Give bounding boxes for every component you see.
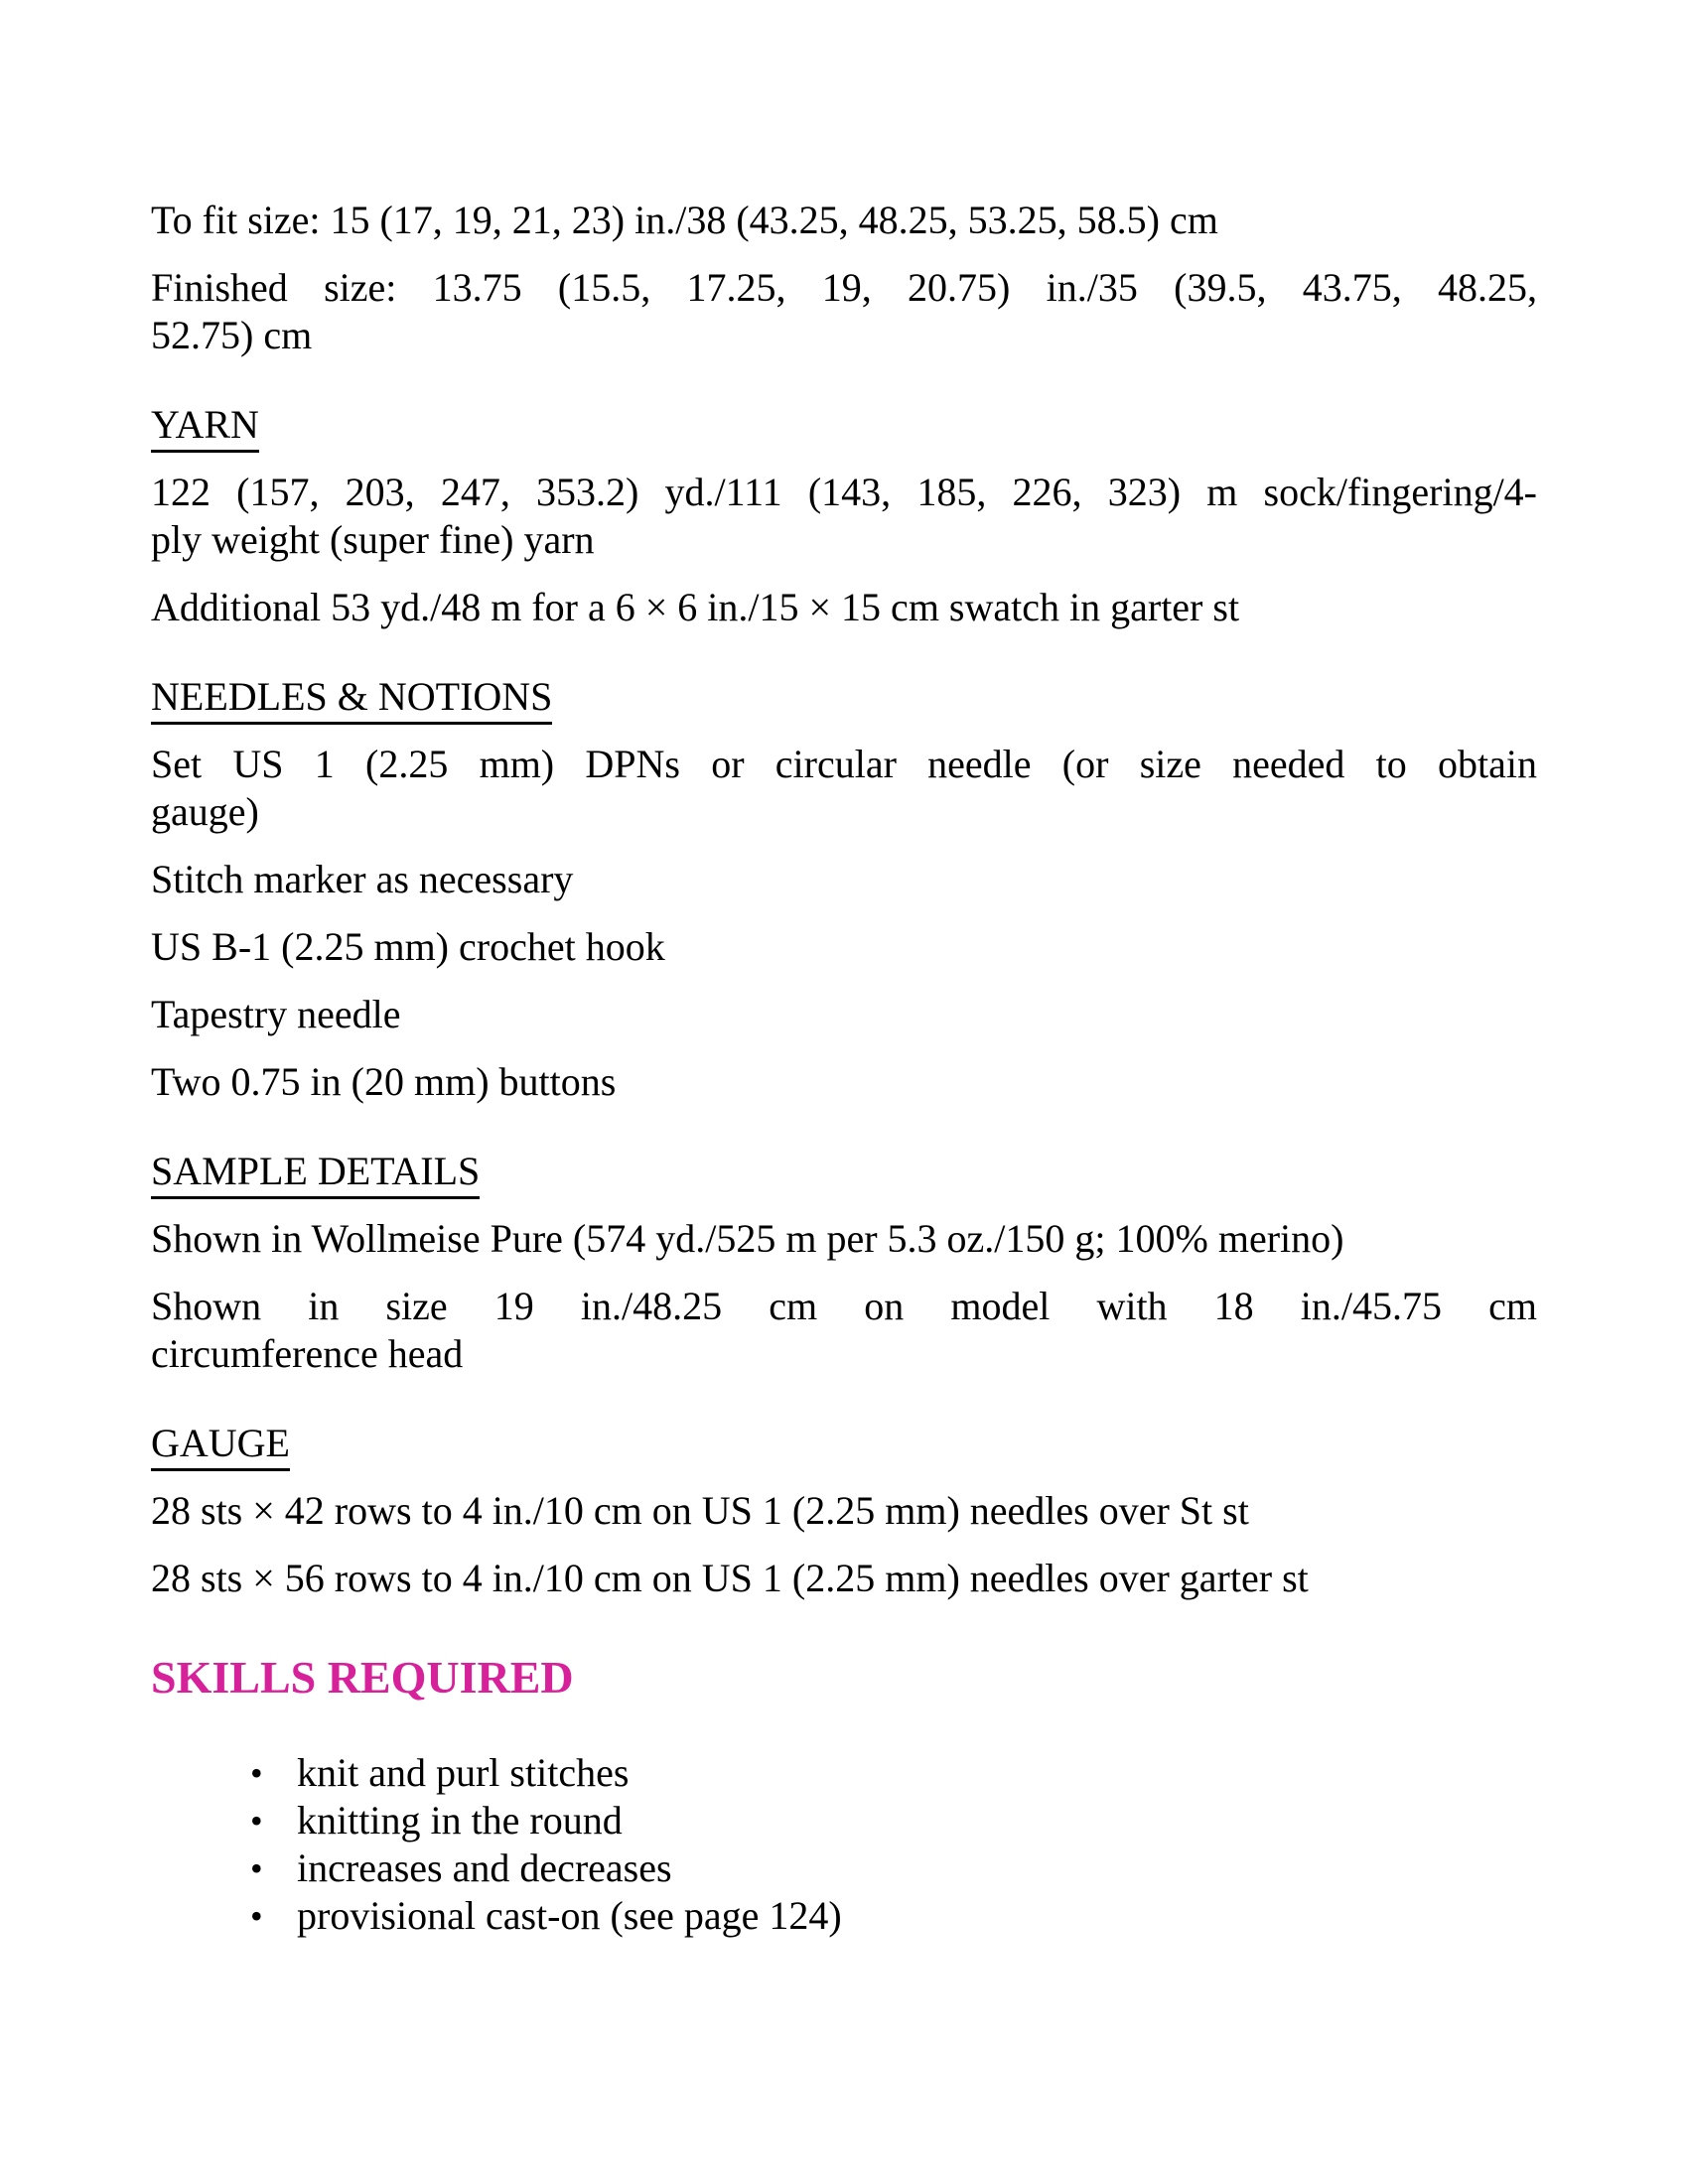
- paragraph-crochet-hook: [151, 923, 1537, 971]
- paragraph-to-fit-size: [151, 197, 1537, 244]
- gauge-garter-text: 28 sts × 56 rows to 4 in./10 cm on US 1 (2.25 mm) needles over garter st: [151, 1556, 1309, 1600]
- paragraph-buttons: [151, 1058, 1537, 1106]
- crochet-hook-text: US B-1 (2.25 mm) crochet hook: [151, 924, 665, 969]
- needles-line-1: Set US 1 (2.25 mm) DPNs or circular needle (or size needed to obtain: [151, 742, 1537, 786]
- finished-size-line-1: Finished size: 13.75 (15.5, 17.25, 19, 20.75) in./35 (39.5, 43.75, 48.25,: [151, 265, 1537, 310]
- yarn-amount-line-1: 122 (157, 203, 247, 353.2) yd./111 (143, 185, 226, 323) m sock/fingering/4-: [151, 470, 1537, 514]
- heading-needles-notions: [151, 673, 1537, 721]
- heading-sample-details-text: SAMPLE DETAILS: [151, 1149, 480, 1199]
- paragraph-needles: [151, 741, 1537, 836]
- heading-gauge-text: GAUGE: [151, 1421, 290, 1471]
- paragraph-finished-size: [151, 264, 1537, 359]
- skill-provisional-cast-on: provisional cast-on (see page 124): [297, 1893, 842, 1938]
- gauge-stst-text: 28 sts × 42 rows to 4 in./10 cm on US 1 (2.25 mm) needles over St st: [151, 1488, 1249, 1533]
- heading-yarn: [151, 401, 1537, 449]
- bullet-item: [151, 1749, 1537, 1797]
- stitch-marker-text: Stitch marker as necessary: [151, 857, 574, 901]
- heading-sample-details: [151, 1148, 1537, 1195]
- paragraph-gauge-garter: [151, 1555, 1537, 1602]
- yarn-amount-line-2: ply weight (super fine) yarn: [151, 517, 595, 562]
- tapestry-needle-text: Tapestry needle: [151, 992, 401, 1036]
- bullet-icon: •: [250, 1753, 263, 1793]
- heading-needles-notions-text: NEEDLES & NOTIONS: [151, 674, 552, 725]
- paragraph-stitch-marker: [151, 856, 1537, 903]
- bullet-icon: •: [250, 1896, 263, 1936]
- bullet-item: [151, 1844, 1537, 1892]
- needles-line-2: gauge): [151, 789, 259, 834]
- paragraph-sample-size: [151, 1283, 1537, 1378]
- yarn-additional-text: Additional 53 yd./48 m for a 6 × 6 in./15 × 15 cm swatch in garter st: [151, 585, 1240, 629]
- finished-size-line-2: 52.75) cm: [151, 313, 313, 357]
- bullet-icon: •: [250, 1801, 263, 1841]
- buttons-text: Two 0.75 in (20 mm) buttons: [151, 1059, 617, 1104]
- bullet-item: [151, 1797, 1537, 1844]
- paragraph-tapestry-needle: [151, 991, 1537, 1038]
- skill-knitting-round: knitting in the round: [297, 1798, 623, 1843]
- to-fit-size-text: To fit size: 15 (17, 19, 21, 23) in./38 (43.25, 48.25, 53.25, 58.5) cm: [151, 198, 1218, 242]
- bullet-item: [151, 1892, 1537, 1940]
- skills-bullet-list: [151, 1749, 1537, 1940]
- skill-knit-purl: knit and purl stitches: [297, 1750, 630, 1795]
- skill-increases-decreases: increases and decreases: [297, 1845, 672, 1890]
- sample-size-line-1: Shown in size 19 in./48.25 cm on model with 18 in./45.75 cm: [151, 1284, 1537, 1328]
- paragraph-yarn-additional: [151, 584, 1537, 631]
- paragraph-sample-yarn: [151, 1215, 1537, 1263]
- heading-gauge: [151, 1420, 1537, 1467]
- paragraph-gauge-stst: [151, 1487, 1537, 1535]
- bullet-icon: •: [250, 1848, 263, 1888]
- heading-skills-required: SKILLS REQUIRED: [151, 1652, 574, 1703]
- sample-yarn-text: Shown in Wollmeise Pure (574 yd./525 m per 5.3 oz./150 g; 100% merino): [151, 1216, 1344, 1261]
- paragraph-yarn-amount: [151, 469, 1537, 564]
- sample-size-line-2: circumference head: [151, 1331, 464, 1376]
- heading-yarn-text: YARN: [151, 402, 259, 453]
